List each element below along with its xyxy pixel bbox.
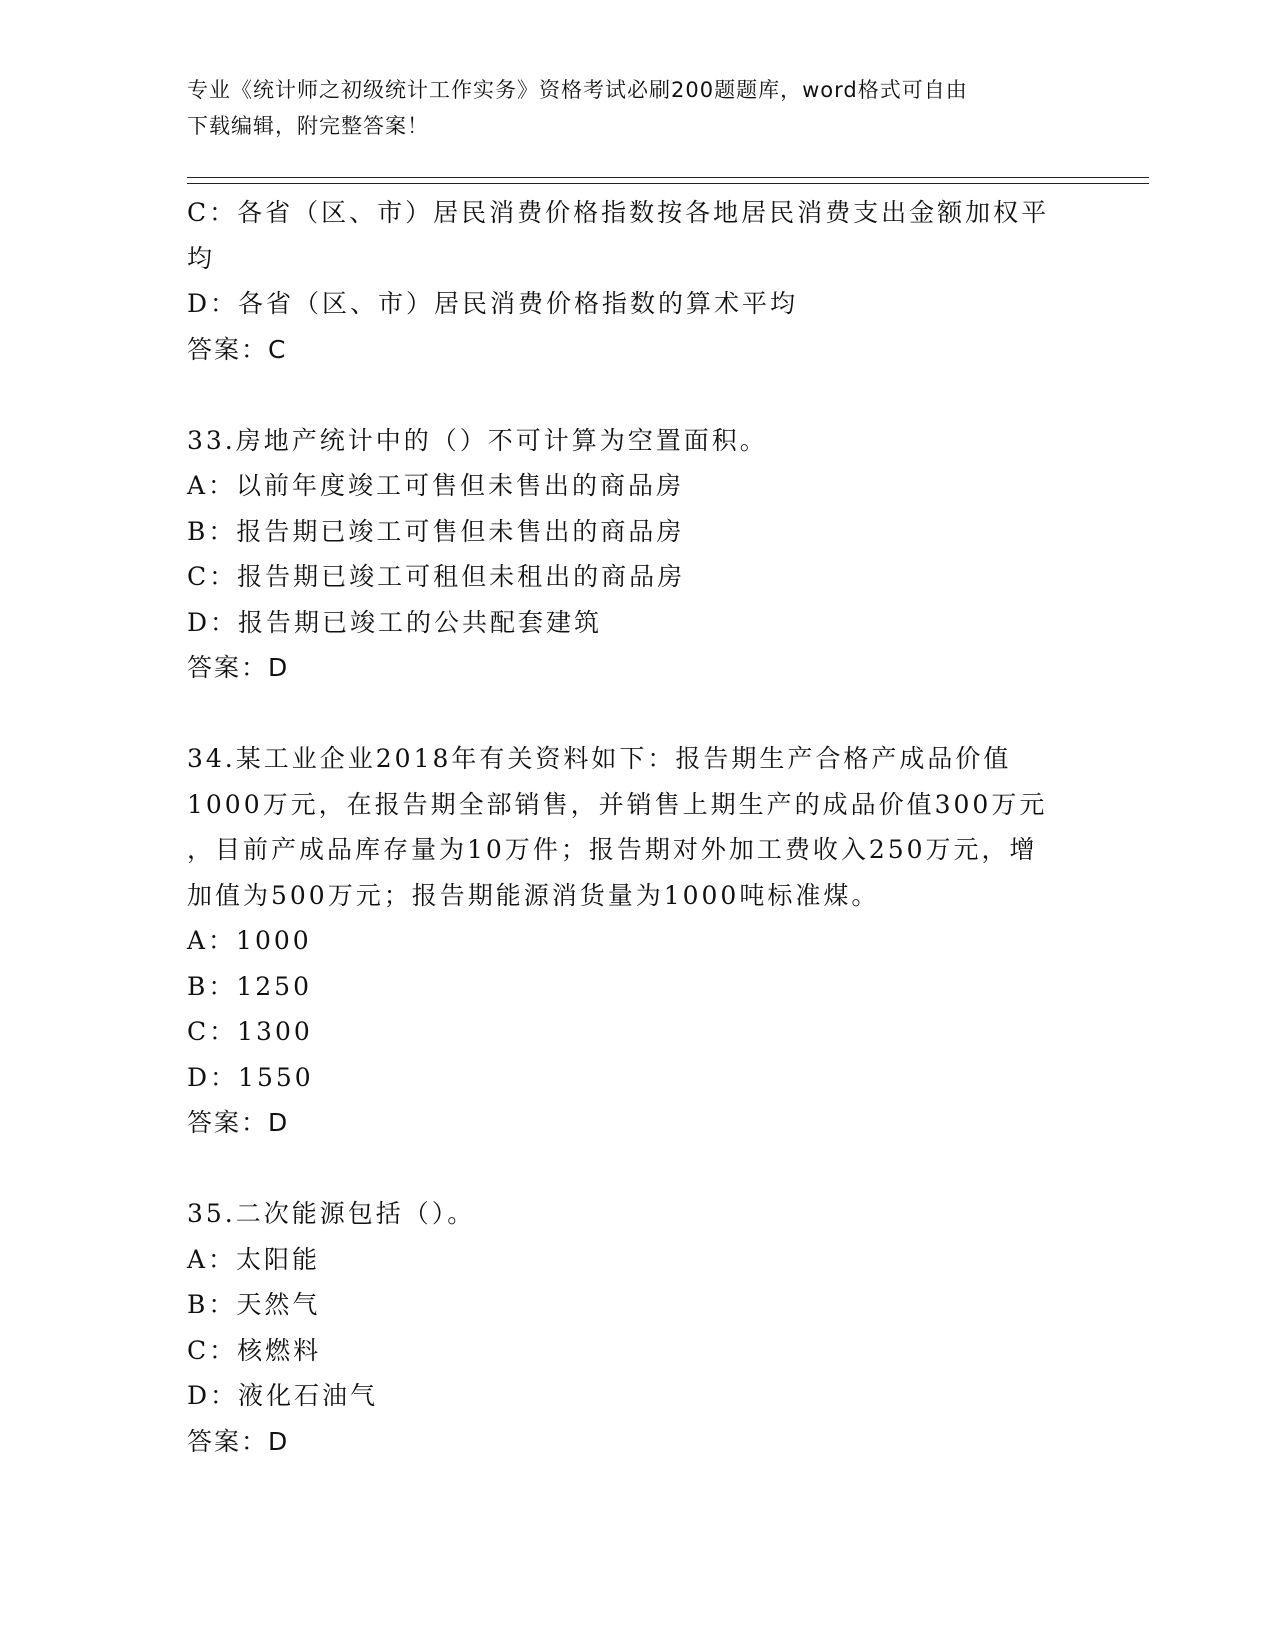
answer-line: 答案：D xyxy=(187,1426,290,1456)
answer-line: 答案：C xyxy=(187,334,288,364)
header-line: 专业《统计师之初级统计工作实务》资格考试必刷200题题库，word格式可自由 xyxy=(187,78,968,102)
spacer xyxy=(187,1146,1072,1192)
question-34 xyxy=(187,736,1072,1146)
option-a: A：以前年度竣工可售但未售出的商品房 xyxy=(187,471,685,500)
question-stem: 34.某工业企业2018年有关资料如下：报告期生产合格产成品价值 xyxy=(187,744,1012,773)
option-c: C：核燃料 xyxy=(187,1335,322,1365)
answer-line: 答案：D xyxy=(187,653,290,682)
option-d: D：报告期已竣工的公共配套建筑 xyxy=(187,607,603,637)
option-c: C：各省（区、市）居民消费价格指数按各地居民消费支出金额加权平 xyxy=(187,198,1050,227)
header-divider xyxy=(187,183,1149,184)
question-35 xyxy=(187,1191,1072,1464)
header-divider xyxy=(187,177,1149,178)
question-stem: ，目前产成品库存量为10万件；报告期对外加工费收入250万元，增 xyxy=(187,835,1038,864)
option-d: D：液化石油气 xyxy=(187,1381,379,1410)
question-stem: 1000万元，在报告期全部销售，并销售上期生产的成品价值300万元 xyxy=(187,789,1048,819)
option-d: D：各省（区、市）居民消费价格指数的算术平均 xyxy=(187,289,799,318)
option-c: C：1300 xyxy=(187,1017,313,1046)
question-stem: 加值为500万元；报告期能源消货量为1000吨标准煤。 xyxy=(187,880,880,910)
option-a: A：太阳能 xyxy=(187,1244,321,1274)
option-a: A：1000 xyxy=(187,926,312,955)
question-stem: 35.二次能源包括（）。 xyxy=(187,1199,476,1228)
question-32-tail xyxy=(187,190,1072,372)
question-list xyxy=(187,190,1072,1464)
question-stem: 33.房地产统计中的（）不可计算为空置面积。 xyxy=(187,425,768,455)
spacer xyxy=(187,372,1072,418)
option-b: B：天然气 xyxy=(187,1290,321,1319)
answer-line: 答案：D xyxy=(187,1108,290,1137)
option-d: D：1550 xyxy=(187,1062,314,1092)
document-header xyxy=(187,72,1087,144)
option-c: 均 xyxy=(187,243,216,273)
spacer xyxy=(187,691,1072,737)
option-b: B：1250 xyxy=(187,971,312,1001)
option-c: C：报告期已竣工可租但未租出的商品房 xyxy=(187,562,686,591)
option-b: B：报告期已竣工可售但未售出的商品房 xyxy=(187,516,685,546)
question-33 xyxy=(187,418,1072,691)
header-line: 下载编辑，附完整答案！ xyxy=(187,114,429,138)
